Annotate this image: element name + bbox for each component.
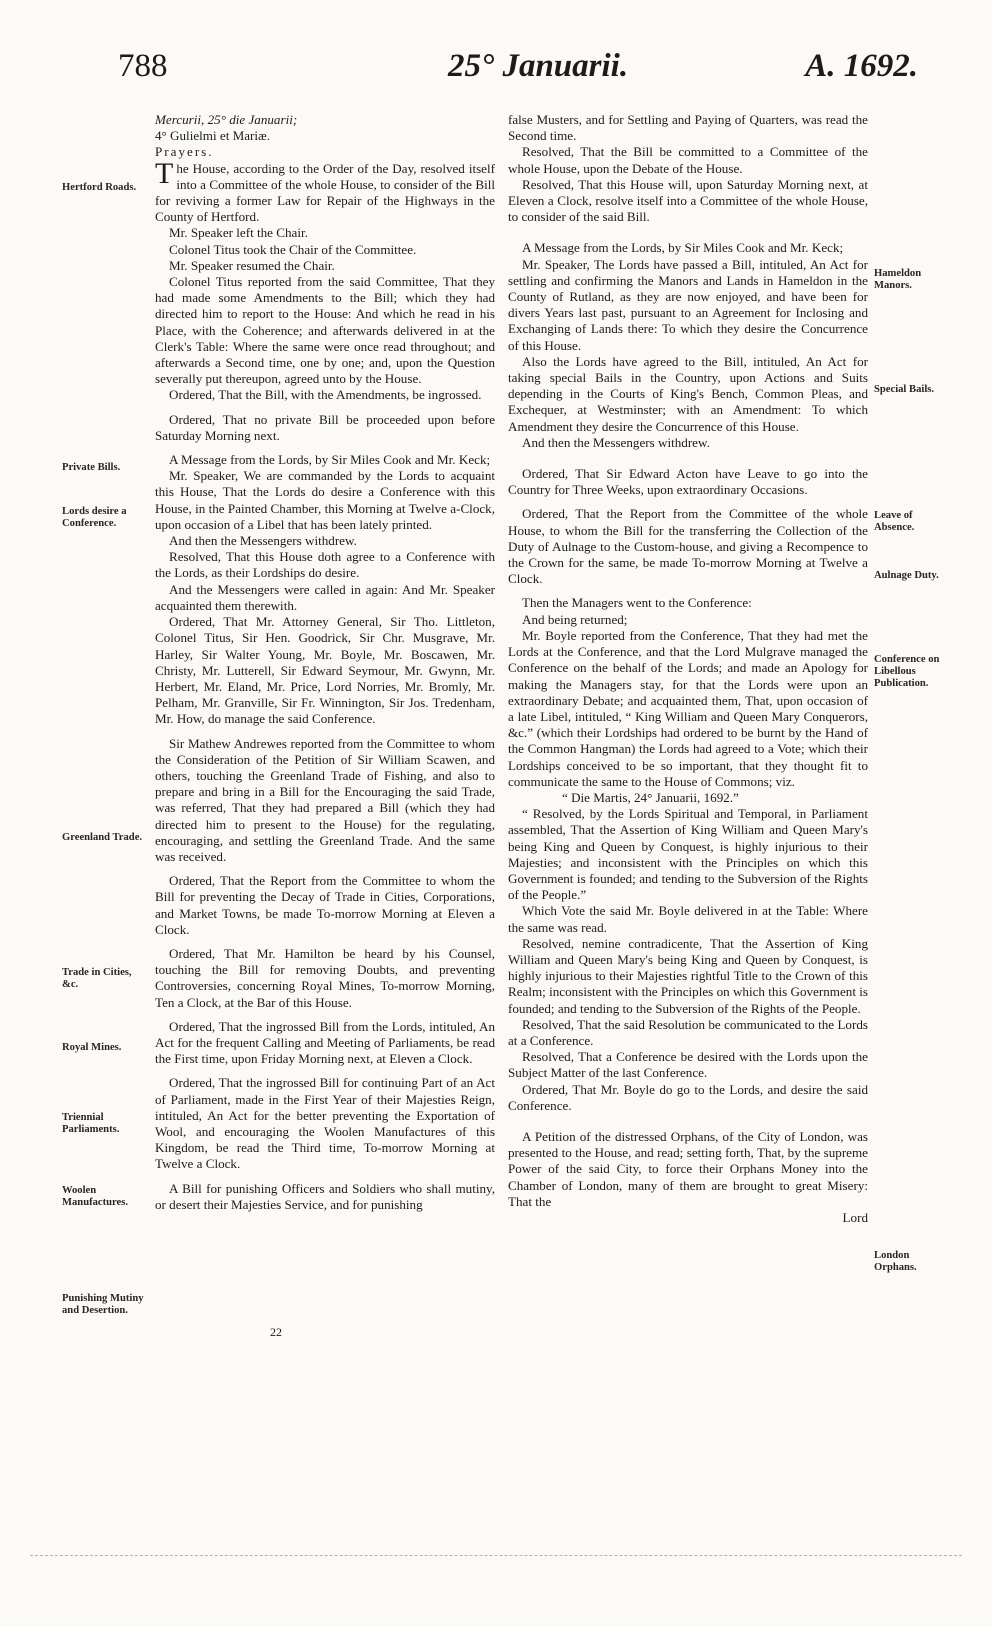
signature-mark: 22 xyxy=(270,1325,282,1339)
paragraph: And being returned; xyxy=(522,611,628,627)
paragraph: And the Messengers were called in again: And Mr. Speaker acquainted them therewith. xyxy=(155,581,495,613)
paragraph: “ Die Martis, 24° Januarii, 1692.” xyxy=(562,789,739,805)
bottom-rule xyxy=(30,1555,962,1556)
paragraph: The House, according to the Order of the Day, resolved itself into a Committee of the whole House, to consider of the Bill for reviving a former Law for Repair of the Highways in the County of Hertford. xyxy=(155,156,495,225)
paragraph: Ordered, That the ingrossed Bill from the Lords, intituled, An Act for the frequent Calling and Meeting of Parliaments, be read the First time, upon Friday Morning next, at Eleven a Clock. xyxy=(155,1018,495,1067)
margin-note: Lords desire a Conference. xyxy=(62,506,127,529)
paragraph: And then the Messengers withdrew. xyxy=(169,533,357,549)
page-number: 788 xyxy=(118,48,168,84)
prayers-heading: Prayers. xyxy=(155,144,214,160)
margin-note: Aulnage Duty. xyxy=(874,570,939,581)
paragraph: Ordered, That the Bill, with the Amendments, be ingrossed. xyxy=(169,387,482,403)
left-column xyxy=(155,112,495,1213)
paragraph: Ordered, That Mr. Boyle do go to the Lords, and desire the said Conference. xyxy=(508,1081,868,1113)
margin-note: Royal Mines. xyxy=(62,1042,122,1053)
margin-note: Punishing Mutiny and Desertion. xyxy=(62,1293,144,1316)
paragraph: A Message from the Lords, by Sir Miles Cook and Mr. Keck; xyxy=(522,240,844,256)
running-year: A. 1692. xyxy=(805,48,918,84)
paragraph: Sir Mathew Andrewes reported from the Committee to whom the Consideration of the Petition of Sir William Scawen, and others, touching the Greenland Trade of Fishing, and also to prepare and bring in a Bill for the Encouraging the said Trade, was referred, That they had prepared a Bill (which they had directed him to present to the House) for the regulating, encouraging, and settling the Greenland Trade. And the same was received. xyxy=(155,735,495,864)
margin-note: Triennial Parliaments. xyxy=(62,1112,120,1135)
paragraph: Ordered, That Mr. Hamilton be heard by his Counsel, touching the Bill for removing Doubts, and preventing Controversies, concerning Royal Mines, To-morrow Morning, Ten a Clock, at the Bar of this House. xyxy=(155,945,495,1010)
paragraph: Ordered, That Mr. Attorney General, Sir Tho. Littleton, Colonel Titus, Sir Hen. Goodrick, Sir Chr. Musgrave, Mr. Harley, Sir Walter Young, Mr. Boyle, Mr. Boscawen, Mr. Christy, Mr. Lutterell, Sir Edward Seymour, Mr. Gwynn, Mr. Herbert, Mr. Eland, Mr. Price, Lord Norries, Mr. Bromly, Mr. Pelham, Mr. Granville, Sir Fr. Winnington, Sir Jos. Tredenham, Mr. How, do manage the said Conference. xyxy=(155,614,495,727)
paragraph: A Bill for punishing Officers and Soldiers who shall mutiny, or desert their Majesties Service, and for punishing xyxy=(155,1180,495,1212)
paragraph: A Message from the Lords, by Sir Miles Cook and Mr. Keck; xyxy=(169,452,491,468)
paragraph: Ordered, That the ingrossed Bill for continuing Part of an Act of Parliament, made in the First Year of their Majesties Reign, intituled, An Act for the better preventing the Exportation of Wool, and encouraging the Woolen Manufactures of this Kingdom, be read the Third time, To-morrow Morning at Twelve a Clock. xyxy=(155,1075,495,1172)
paragraph: Also the Lords have agreed to the Bill, intituled, An Act for taking special Bails in the Country, upon Actions and Suits depending in the Courts of King's Bench, Common Pleas, and Exchequer, at Westminster; with an Amendment: To which Amendment they desire the Concurrence of this House. xyxy=(508,353,868,434)
paragraph: Resolved, nemine contradicente, That the Assertion of King William and Queen Mary's being King and Queen by Conquest, is highly injurious to their Majesties rightful Title to the Crown of this Realm; inconsistent with the Principles on which this Government is founded; and tending to the Subversion of the Rights of the People. xyxy=(508,935,868,1016)
margin-note: Private Bills. xyxy=(62,462,121,473)
margin-note: Trade in Cities, &c. xyxy=(62,967,132,990)
margin-note: Conference on Libellous Publication. xyxy=(874,654,940,689)
catchword: Lord xyxy=(842,1210,868,1225)
paragraph: A Petition of the distressed Orphans, of the City of London, was presented to the House, and read; setting forth, That, by the supreme Power of the said City, to force their Orphans Money into the Chamber of London, many of them are brought to great Misery: That the xyxy=(508,1128,868,1209)
paragraph: Resolved, That this House will, upon Saturday Morning next, at Eleven a Clock, resolve itself into a Committee of the whole House, to consider of the said Bill. xyxy=(508,176,868,225)
page-header xyxy=(118,48,918,104)
paragraph: Resolved, That the said Resolution be communicated to the Lords at a Conference. xyxy=(508,1016,868,1048)
paragraph: Mr. Boyle reported from the Conference, That they had met the Lords at the Conference, and that the Lord Mulgrave managed the Conference on the behalf of the Lords; and made an Apology for making the Managers stay, for that the Lords were upon an extraordinary Debate; and acquainted them, That, upon occasion of a late Libel, intituled, “ King William and Queen Mary Conquerors, &c.” (which their Lordships had ordered to be burnt by the Hand of the Common Hangman) the Lords had agreed to a Vote; which their Lordships conceived to be so important, that they thought fit to communicate the same to the House of Commons; viz. xyxy=(508,627,868,789)
paragraph: Resolved, That the Bill be committed to a Committee of the whole House, upon the Debate of the House. xyxy=(508,144,868,176)
paragraph: Resolved, That a Conference be desired with the Lords upon the Subject Matter of the last Conference. xyxy=(508,1049,868,1081)
paragraph: Ordered, That the Report from the Committee to whom the Bill for preventing the Decay of Trade in Cities, Corporations, and Market Towns, be made To-morrow Morning at Eleven a Clock. xyxy=(155,873,495,937)
paragraph: Then the Managers went to the Conference: xyxy=(522,595,752,611)
paragraph: Ordered, That the Report from the Committee of the whole House, to whom the Bill for the transferring the Collection of the Duty of Aulnage to the Custom-house, and giving a Recompence to the Crown for the same, be made To-morrow Morning at Twelve a Clock. xyxy=(508,506,868,587)
right-column xyxy=(508,112,868,1226)
margin-note: Greenland Trade. xyxy=(62,832,143,843)
paragraph: Colonel Titus took the Chair of the Committee. xyxy=(169,241,417,257)
paragraph: Mr. Speaker, We are commanded by the Lords to acquaint this House, That the Lords do desire a Conference with this House, in the Painted Chamber, this Morning at Twelve a-Clock, upon occasion of a Libel that has been lately printed. xyxy=(155,468,495,532)
paragraph: Mr. Speaker, The Lords have passed a Bill, intituled, An Act for settling and confirming the Manors and Lands in Hameldon in the County of Rutland, as they are now enjoyed, and have been for divers Years last past, pursuant to an Agreement for Inclosing and Exchanging of Lands there: To which they desire the Concurrence of this House. xyxy=(508,256,868,353)
session-title: Mercurii, 25° die Januarii; xyxy=(155,112,298,127)
margin-note: London Orphans. xyxy=(874,1250,917,1273)
margin-note: Leave of Absence. xyxy=(874,510,915,533)
paragraph: Which Vote the said Mr. Boyle delivered in at the Table: Where the same was read. xyxy=(508,903,868,935)
paragraph: Mr. Speaker left the Chair. xyxy=(169,225,308,241)
paragraph: Mr. Speaker resumed the Chair. xyxy=(169,257,335,273)
margin-note: Hameldon Manors. xyxy=(874,268,922,291)
session-subtitle: 4° Gulielmi et Mariæ. xyxy=(155,128,271,144)
margin-note: Special Bails. xyxy=(874,384,935,395)
margin-note: Woolen Manufactures. xyxy=(62,1185,129,1208)
paragraph: Ordered, That Sir Edward Acton have Leave to go into the Country for Three Weeks, upon extraordinary Occasions. xyxy=(508,466,868,498)
paragraph: Resolved, That this House doth agree to a Conference with the Lords, as their Lordships do desire. xyxy=(155,549,495,581)
paragraph: false Musters, and for Settling and Paying of Quarters, was read the Second time. xyxy=(508,112,868,144)
margin-note: Hertford Roads. xyxy=(62,182,137,193)
paragraph: Colonel Titus reported from the said Committee, That they had made some Amendments to the Bill; which they had directed him to report to the House: And which he read in his Place, with the Coherence; and afterwards delivered in at the Clerk's Table: Where the same were once read throughout; and afterwards a Second time, one by one; and, upon the Question severally put thereupon, agreed unto by the House. xyxy=(155,274,495,387)
paragraph: And then the Messengers withdrew. xyxy=(522,434,710,450)
running-date: 25° Januarii. xyxy=(448,48,629,84)
paragraph: “ Resolved, by the Lords Spiritual and Temporal, in Parliament assembled, That the Assertion of King William and Queen Mary's being King and Queen by Conquest, is highly injurious to their Majesties; and inconsistent with the Principles on which this Government is founded; and tending to the Subversion of the Rights of the People.” xyxy=(508,806,868,903)
paragraph: Ordered, That no private Bill be proceeded upon before Saturday Morning next. xyxy=(155,411,495,443)
